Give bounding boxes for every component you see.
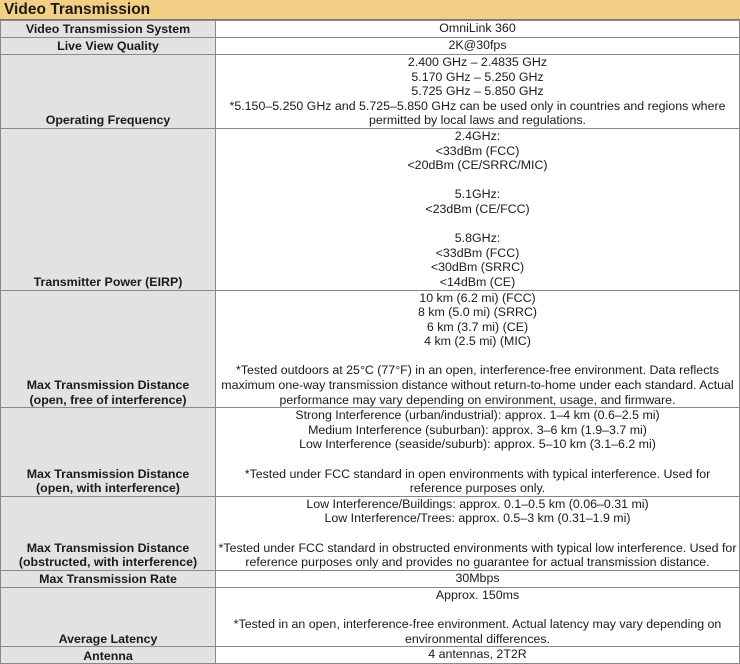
table-row xyxy=(1,570,740,587)
value-line: <33dBm (FCC) xyxy=(435,245,520,260)
row-value: 4 antennas, 2T2R xyxy=(216,647,740,664)
value-line: 2.400 GHz – 2.4835 GHz xyxy=(407,55,548,69)
row-label xyxy=(1,408,216,497)
row-label xyxy=(1,290,216,408)
row-label: Average Latency xyxy=(1,587,216,646)
value-line: <33dBm (FCC) xyxy=(435,143,520,158)
table-row xyxy=(1,290,740,408)
band-name: 5.1GHz: xyxy=(454,187,501,202)
label-line: Max Transmission Distance xyxy=(26,540,190,555)
row-value xyxy=(216,408,740,497)
row-label: Live View Quality xyxy=(1,38,216,55)
label-line: (obstructed, with interference) xyxy=(18,555,198,570)
footnote: *Tested in an open, interference-free environment. Actual latency may vary depending on environmental differences. xyxy=(233,616,722,646)
value-line: 5.725 GHz – 5.850 GHz xyxy=(411,84,544,99)
value-line: Low Interference/Buildings: approx. 0.1–0.5 km (0.06–0.31 mi) xyxy=(306,496,649,511)
footnote: *5.150–5.250 GHz and 5.725–5.850 GHz can be used only in countries and regions where permitted by local laws and regulations. xyxy=(229,98,726,128)
row-value: 30Mbps xyxy=(216,570,740,587)
spacer xyxy=(218,526,737,541)
row-label: Video Transmission System xyxy=(1,21,216,38)
table-row xyxy=(1,647,740,664)
row-label: Max Transmission Rate xyxy=(1,570,216,587)
value-line: 4 km (2.5 mi) (MIC) xyxy=(424,334,531,349)
label-line: Max Transmission Distance xyxy=(26,378,190,393)
spacer xyxy=(218,173,737,188)
table-row xyxy=(1,38,740,55)
table-row xyxy=(1,128,740,290)
label-line: (open, with interference) xyxy=(36,481,180,496)
section-title: Video Transmission xyxy=(0,0,740,20)
row-value xyxy=(216,128,740,290)
row-value xyxy=(216,496,740,570)
value-line: Low Interference/Trees: approx. 0.5–3 km (0.31–1.9 mi) xyxy=(324,511,631,526)
footnote: *Tested outdoors at 25°C (77°F) in an open, interference-free environment. Data reflects maximum one-way transmission distance without return-to-home under each standard. Actual performance may vary depending on environment, usage, and firmware. xyxy=(221,363,734,407)
spacer xyxy=(218,602,737,617)
spec-table xyxy=(0,20,740,664)
row-value xyxy=(216,55,740,129)
row-value: 2K@30fps xyxy=(216,38,740,55)
table-row xyxy=(1,408,740,497)
row-label: Transmitter Power (EIRP) xyxy=(1,128,216,290)
row-label: Antenna xyxy=(1,647,216,664)
spacer xyxy=(218,217,737,232)
band-name: 2.4GHz: xyxy=(454,128,501,143)
row-value: OmniLink 360 xyxy=(216,21,740,38)
label-line: Max Transmission Distance xyxy=(26,466,190,481)
value-line: <23dBm (CE/FCC) xyxy=(425,201,530,216)
spacer xyxy=(218,349,737,364)
value-line: 6 km (3.7 mi) (CE) xyxy=(426,319,529,334)
value-line: Strong Interference (urban/industrial): approx. 1–4 km (0.6–2.5 mi) xyxy=(295,408,660,423)
band-name: 5.8GHz: xyxy=(454,231,501,246)
row-value xyxy=(216,290,740,408)
spacer xyxy=(218,452,737,467)
table-row xyxy=(1,587,740,646)
table-row xyxy=(1,496,740,570)
footnote: *Tested under FCC standard in open environments with typical interference. Used for reference purposes only. xyxy=(244,466,711,496)
value-line: Low Interference (seaside/suburb): approx. 5–10 km (3.1–6.2 mi) xyxy=(299,437,656,452)
row-label: Operating Frequency xyxy=(1,55,216,129)
value-line: Approx. 150ms xyxy=(435,587,520,602)
value-line: <20dBm (CE/SRRC/MIC) xyxy=(407,158,548,173)
row-label xyxy=(1,496,216,570)
table-row xyxy=(1,21,740,38)
row-value xyxy=(216,587,740,646)
value-line: 10 km (6.2 mi) (FCC) xyxy=(419,290,536,305)
value-line: 5.170 GHz – 5.250 GHz xyxy=(411,69,544,84)
table-row xyxy=(1,55,740,129)
value-line: 8 km (5.0 mi) (SRRC) xyxy=(417,305,538,320)
value-line: <30dBm (SRRC) xyxy=(430,260,525,275)
footnote: *Tested under FCC standard in obstructed environments with typical low interference. Used for reference purposes only and provides no guarantee for actual transmission distance. xyxy=(218,540,737,570)
label-line: (open, free of interference) xyxy=(29,392,187,407)
value-line: Medium Interference (suburban): approx. 3–6 km (1.9–3.7 mi) xyxy=(308,422,647,437)
value-line: <14dBm (CE) xyxy=(439,274,516,289)
